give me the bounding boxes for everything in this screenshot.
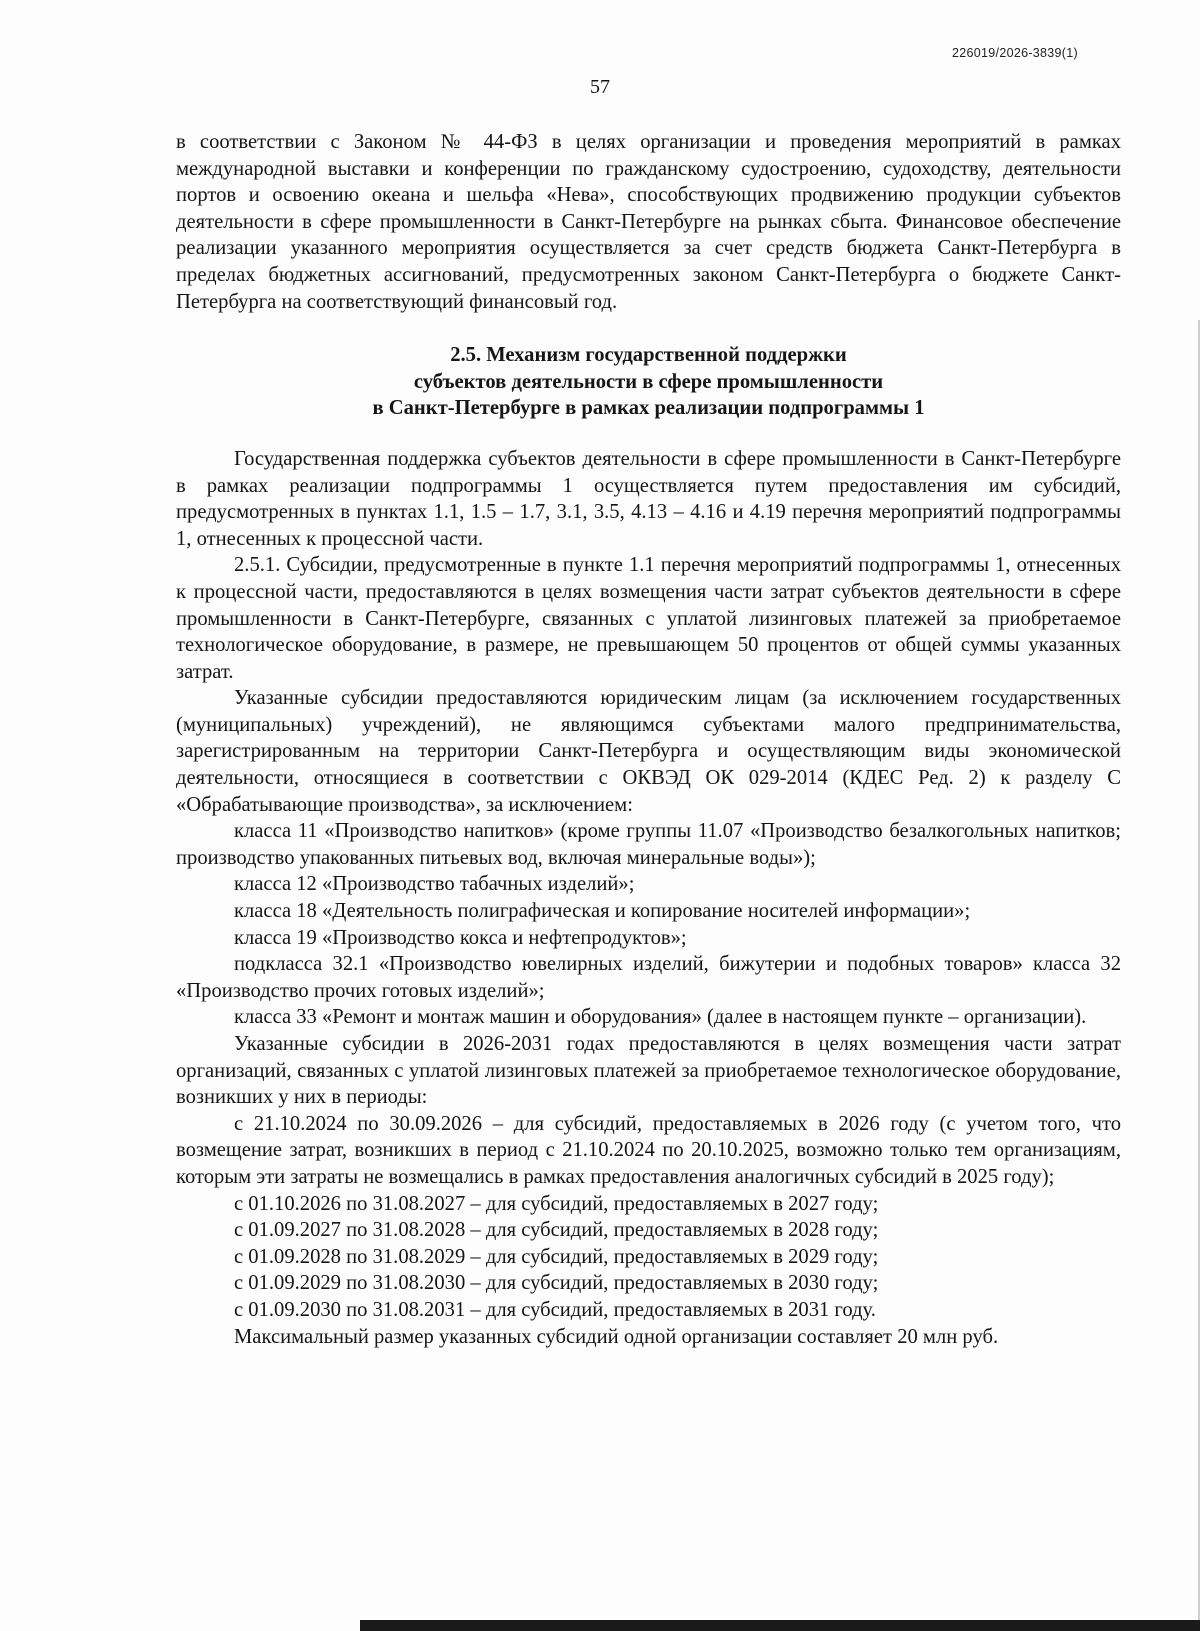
section-heading [176,342,1121,422]
document-id: 226019/2026-3839(1) [952,46,1078,60]
section-heading-line: субъектов деятельности в сфере промышленности [413,370,884,393]
exclusion-item: класса 33 «Ремонт и монтаж машин и оборудования» (далее в настоящем пункте – организации). [234,1006,1087,1029]
paragraph-state-support: Государственная поддержка субъектов деятельности в сфере промышленности в Санкт-Петербурге в рамках реализации подпрограммы 1 осуществляется путем предоставления им субсидий, предусмотренных в пунктах 1.1, 1.5 – 1.7, 3.1, 3.5, 4.13 – 4.16 и 4.19 перечня мероприятий подпрограммы 1, отнесенных к процессной части. [176,447,1121,550]
exclusion-item: класса 19 «Производство кокса и нефтепродуктов»; [234,926,687,949]
period-item: с 01.09.2027 по 31.08.2028 – для субсидий, предоставляемых в 2028 году; [234,1219,879,1242]
exclusion-item: подкласса 32.1 «Производство ювелирных изделий, бижутерии и подобных товаров» класса 32 «Производство прочих готовых изделий»; [176,953,1121,1002]
period-item: с 01.09.2028 по 31.08.2029 – для субсидий, предоставляемых в 2029 году; [234,1245,879,1268]
period-item: с 01.09.2029 по 31.08.2030 – для субсидий, предоставляемых в 2030 году; [234,1272,879,1295]
exclusion-item: класса 11 «Производство напитков» (кроме группы 11.07 «Производство безалкогольных напитков; производство упакованных питьевых вод, включая минеральные воды»); [176,820,1121,869]
intro-paragraph: в соответствии с Законом № 44-ФЗ в целях организации и проведения мероприятий в рамках международной выставки и конференции по гражданскому судостроению, судоходству, деятельности портов и освоению океана и шельфа «Нева», способствующих продвижению продукции субъектов деятельности в сфере промышленности в Санкт-Петербурге на рынках сбыта. Финансовое обеспечение реализации указанного мероприятия осуществляется за счет средств бюджета Санкт-Петербурга в пределах бюджетных ассигнований, предусмотренных законом Санкт-Петербурга о бюджете Санкт-Петербурга на соответствующий финансовый год. [176,131,1121,313]
document-body [176,129,1121,1350]
section-heading-line: 2.5. Механизм государственной поддержки [450,344,847,367]
paragraph-periods: Указанные субсидии в 2026-2031 годах предоставляются в целях возмещения части затрат организаций, связанных с уплатой лизинговых платежей за приобретаемое технологическое оборудование, возникших у них в периоды: [176,1033,1121,1109]
page-number: 57 [590,76,610,98]
paragraph-recipients: Указанные субсидии предоставляются юридическим лицам (за исключением государственных (муниципальных) учреждений), не являющимся субъектами малого предпринимательства, зарегистрированным на территории Санкт-Петербурга и осуществляющим виды экономической деятельности, относящиеся в соответствии с ОКВЭД ОК 029-2014 (КДЕС Ред. 2) к разделу С «Обрабатывающие производства», за исключением: [176,687,1121,816]
period-item: с 21.10.2024 по 30.09.2026 – для субсидий, предоставляемых в 2026 году (с учетом того, что возмещение затрат, возникших в период с 21.10.2024 по 20.10.2025, возможно только тем организациям, которым эти затраты не возмещались в рамках предоставления аналогичных субсидий в 2025 году); [176,1112,1121,1188]
scan-bottom-bar [360,1620,1200,1631]
paragraph-max-amount: Максимальный размер указанных субсидий одной организации составляет 20 млн руб. [234,1325,999,1348]
section-heading-line: в Санкт-Петербурге в рамках реализации подпрограммы 1 [372,397,925,420]
period-item: с 01.10.2026 по 31.08.2027 – для субсидий, предоставляемых в 2027 году; [234,1192,879,1215]
exclusion-item: класса 18 «Деятельность полиграфическая и копирование носителей информации»; [234,900,971,923]
period-item: с 01.09.2030 по 31.08.2031 – для субсидий, предоставляемых в 2031 году. [234,1298,876,1321]
paragraph-2-5-1: 2.5.1. Субсидии, предусмотренные в пункте 1.1 перечня мероприятий подпрограммы 1, отнесенных к процессной части, предоставляются в целях возмещения части затрат субъектов деятельности в сфере промышленности в Санкт-Петербурге, связанных с уплатой лизинговых платежей за приобретаемое технологическое оборудование, в размере, не превышающем 50 процентов от общей суммы указанных затрат. [176,554,1121,683]
exclusion-item: класса 12 «Производство табачных изделий»; [234,873,635,896]
